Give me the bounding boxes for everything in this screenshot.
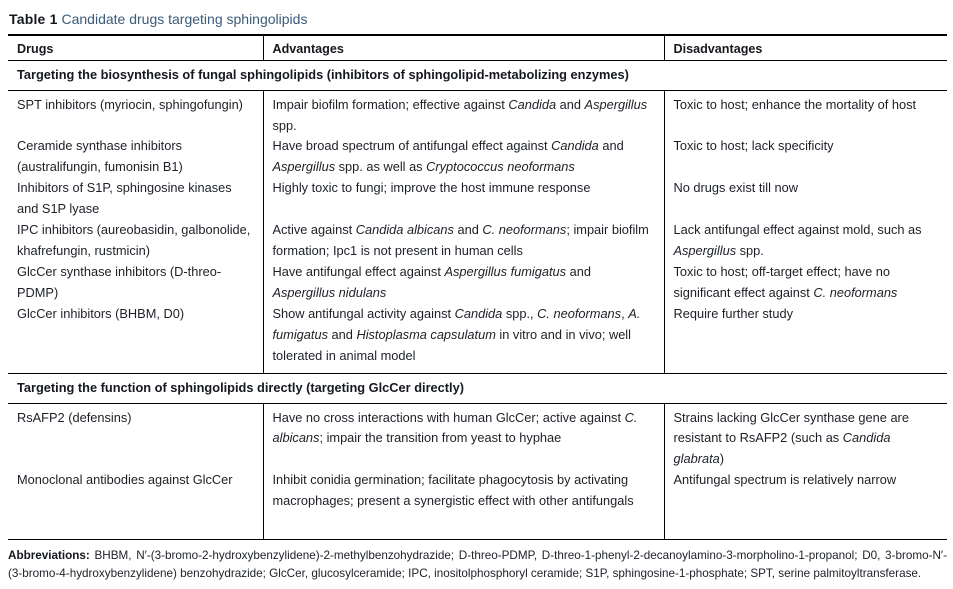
table-title [9, 11, 946, 27]
species-name: Histoplasma capsulatum [356, 327, 496, 343]
abbreviations-label: Abbreviations: [8, 549, 90, 563]
species-name: Aspergillus fumigatus [444, 264, 567, 280]
species-name: A. fumigatus [272, 306, 641, 343]
advantages-cell: Have no cross interactions with human GlcCer; active against C. albicans; impair the transition from yeast to hyphae [263, 403, 664, 470]
species-name: C. neoformans [482, 222, 567, 238]
column-header-disadvantages: Disadvantages [664, 35, 947, 61]
disadvantages-cell: Require further study [664, 304, 947, 373]
drug-cell: Inhibitors of S1P, sphingosine kinases and S1P lyase [17, 180, 232, 217]
drug-cell: RsAFP2 (defensins) [17, 409, 132, 425]
drug-cell: GlcCer synthase inhibitors (D-threo-PDMP) [17, 264, 222, 301]
section-header: Targeting the function of sphingolipids directly (targeting GlcCer directly) [8, 373, 947, 403]
drug-cell: Ceramide synthase inhibitors (australifungin, fumonisin B1) [17, 138, 183, 175]
abbreviations-text: BHBM, N′-(3-bromo-2-hydroxybenzylidene)-2-methylbenzohydrazide; D-threo-PDMP, D-threo-1-phenyl-2-decanoylamino-3-morpholino-1-propanol; D0, 3-bromo-N′-(3-bromo-4-hydroxybenzylidene) benzohydrazide; GlcCer, glucosylceramide; IPC, inositolphosphoryl ceramide; S1P, sphingosine-1-phosphate; SPT, serine palmitoyltransferase. [8, 549, 947, 580]
species-name: C. neoformans [537, 306, 622, 322]
advantages-cell: Show antifungal activity against Candida spp., C. neoformans, A. fumigatus and Histoplasma capsulatum in vitro and in vivo; well tolerated in animal model [263, 304, 664, 373]
species-name: Aspergillus [673, 243, 737, 259]
disadvantages-cell: Lack antifungal effect against mold, such as Aspergillus spp. [664, 220, 947, 262]
disadvantages-cell: Toxic to host; off-target effect; have no significant effect against C. neoformans [664, 262, 947, 304]
table-row [8, 178, 947, 220]
drug-cell: GlcCer inhibitors (BHBM, D0) [17, 306, 185, 322]
species-name: Candida [508, 96, 557, 112]
section-row [8, 373, 947, 403]
table-row [8, 220, 947, 262]
advantages-cell: Have antifungal effect against Aspergillus fumigatus and Aspergillus nidulans [263, 262, 664, 304]
table-row [8, 262, 947, 304]
disadvantages-cell: Antifungal spectrum is relatively narrow [664, 470, 947, 540]
species-name: Aspergillus nidulans [272, 285, 387, 301]
section-header: Targeting the biosynthesis of fungal sphingolipids (inhibitors of sphingolipid-metabolizing enzymes) [8, 61, 947, 91]
table-number-label: Table 1 [9, 11, 58, 27]
species-name: Candida glabrata [673, 430, 891, 467]
column-header-advantages: Advantages [263, 35, 664, 61]
table-header-row [8, 35, 947, 61]
advantages-cell: Have broad spectrum of antifungal effect against Candida and Aspergillus spp. as well as Cryptococcus neoformans [263, 136, 664, 178]
species-name: Aspergillus [272, 159, 336, 175]
species-name: Candida [551, 138, 599, 154]
species-name: C. albicans [272, 409, 638, 446]
species-name: Aspergillus [584, 96, 648, 112]
advantages-cell: Active against Candida albicans and C. neoformans; impair biofilm formation; Ipc1 is not present in human cells [263, 220, 664, 262]
advantages-cell: Inhibit conidia germination; facilitate phagocytosis by activating macrophages; present a synergistic effect with other antifungals [263, 470, 664, 540]
disadvantages-cell: Strains lacking GlcCer synthase gene are resistant to RsAFP2 (such as Candida glabrata) [664, 403, 947, 470]
drug-cell: SPT inhibitors (myriocin, sphingofungin) [17, 96, 243, 112]
table-body [8, 61, 947, 540]
table-row [8, 304, 947, 373]
advantages-cell: Highly toxic to fungi; improve the host immune response [263, 178, 664, 220]
table-row [8, 136, 947, 178]
advantages-cell: Impair biofilm formation; effective against Candida and Aspergillus spp. [263, 90, 664, 136]
section-row [8, 61, 947, 91]
species-name: Candida [454, 306, 503, 322]
candidate-drugs-table [8, 34, 947, 540]
disadvantages-cell: No drugs exist till now [664, 178, 947, 220]
species-name: Cryptococcus neoformans [426, 159, 575, 175]
disadvantages-cell: Toxic to host; enhance the mortality of host [664, 90, 947, 136]
disadvantages-cell: Toxic to host; lack specificity [664, 136, 947, 178]
abbreviations-footnote [8, 547, 947, 582]
species-name: C. neoformans [813, 285, 898, 301]
table-caption: Candidate drugs targeting sphingolipids [61, 11, 308, 27]
drug-cell: IPC inhibitors (aureobasidin, galbonolide, khafrefungin, rustmicin) [17, 222, 251, 259]
table-row [8, 403, 947, 470]
column-header-drugs: Drugs [8, 35, 263, 61]
table-row [8, 90, 947, 136]
drug-cell: Monoclonal antibodies against GlcCer [17, 471, 233, 487]
species-name: Candida albicans [355, 222, 454, 238]
table-row [8, 470, 947, 540]
